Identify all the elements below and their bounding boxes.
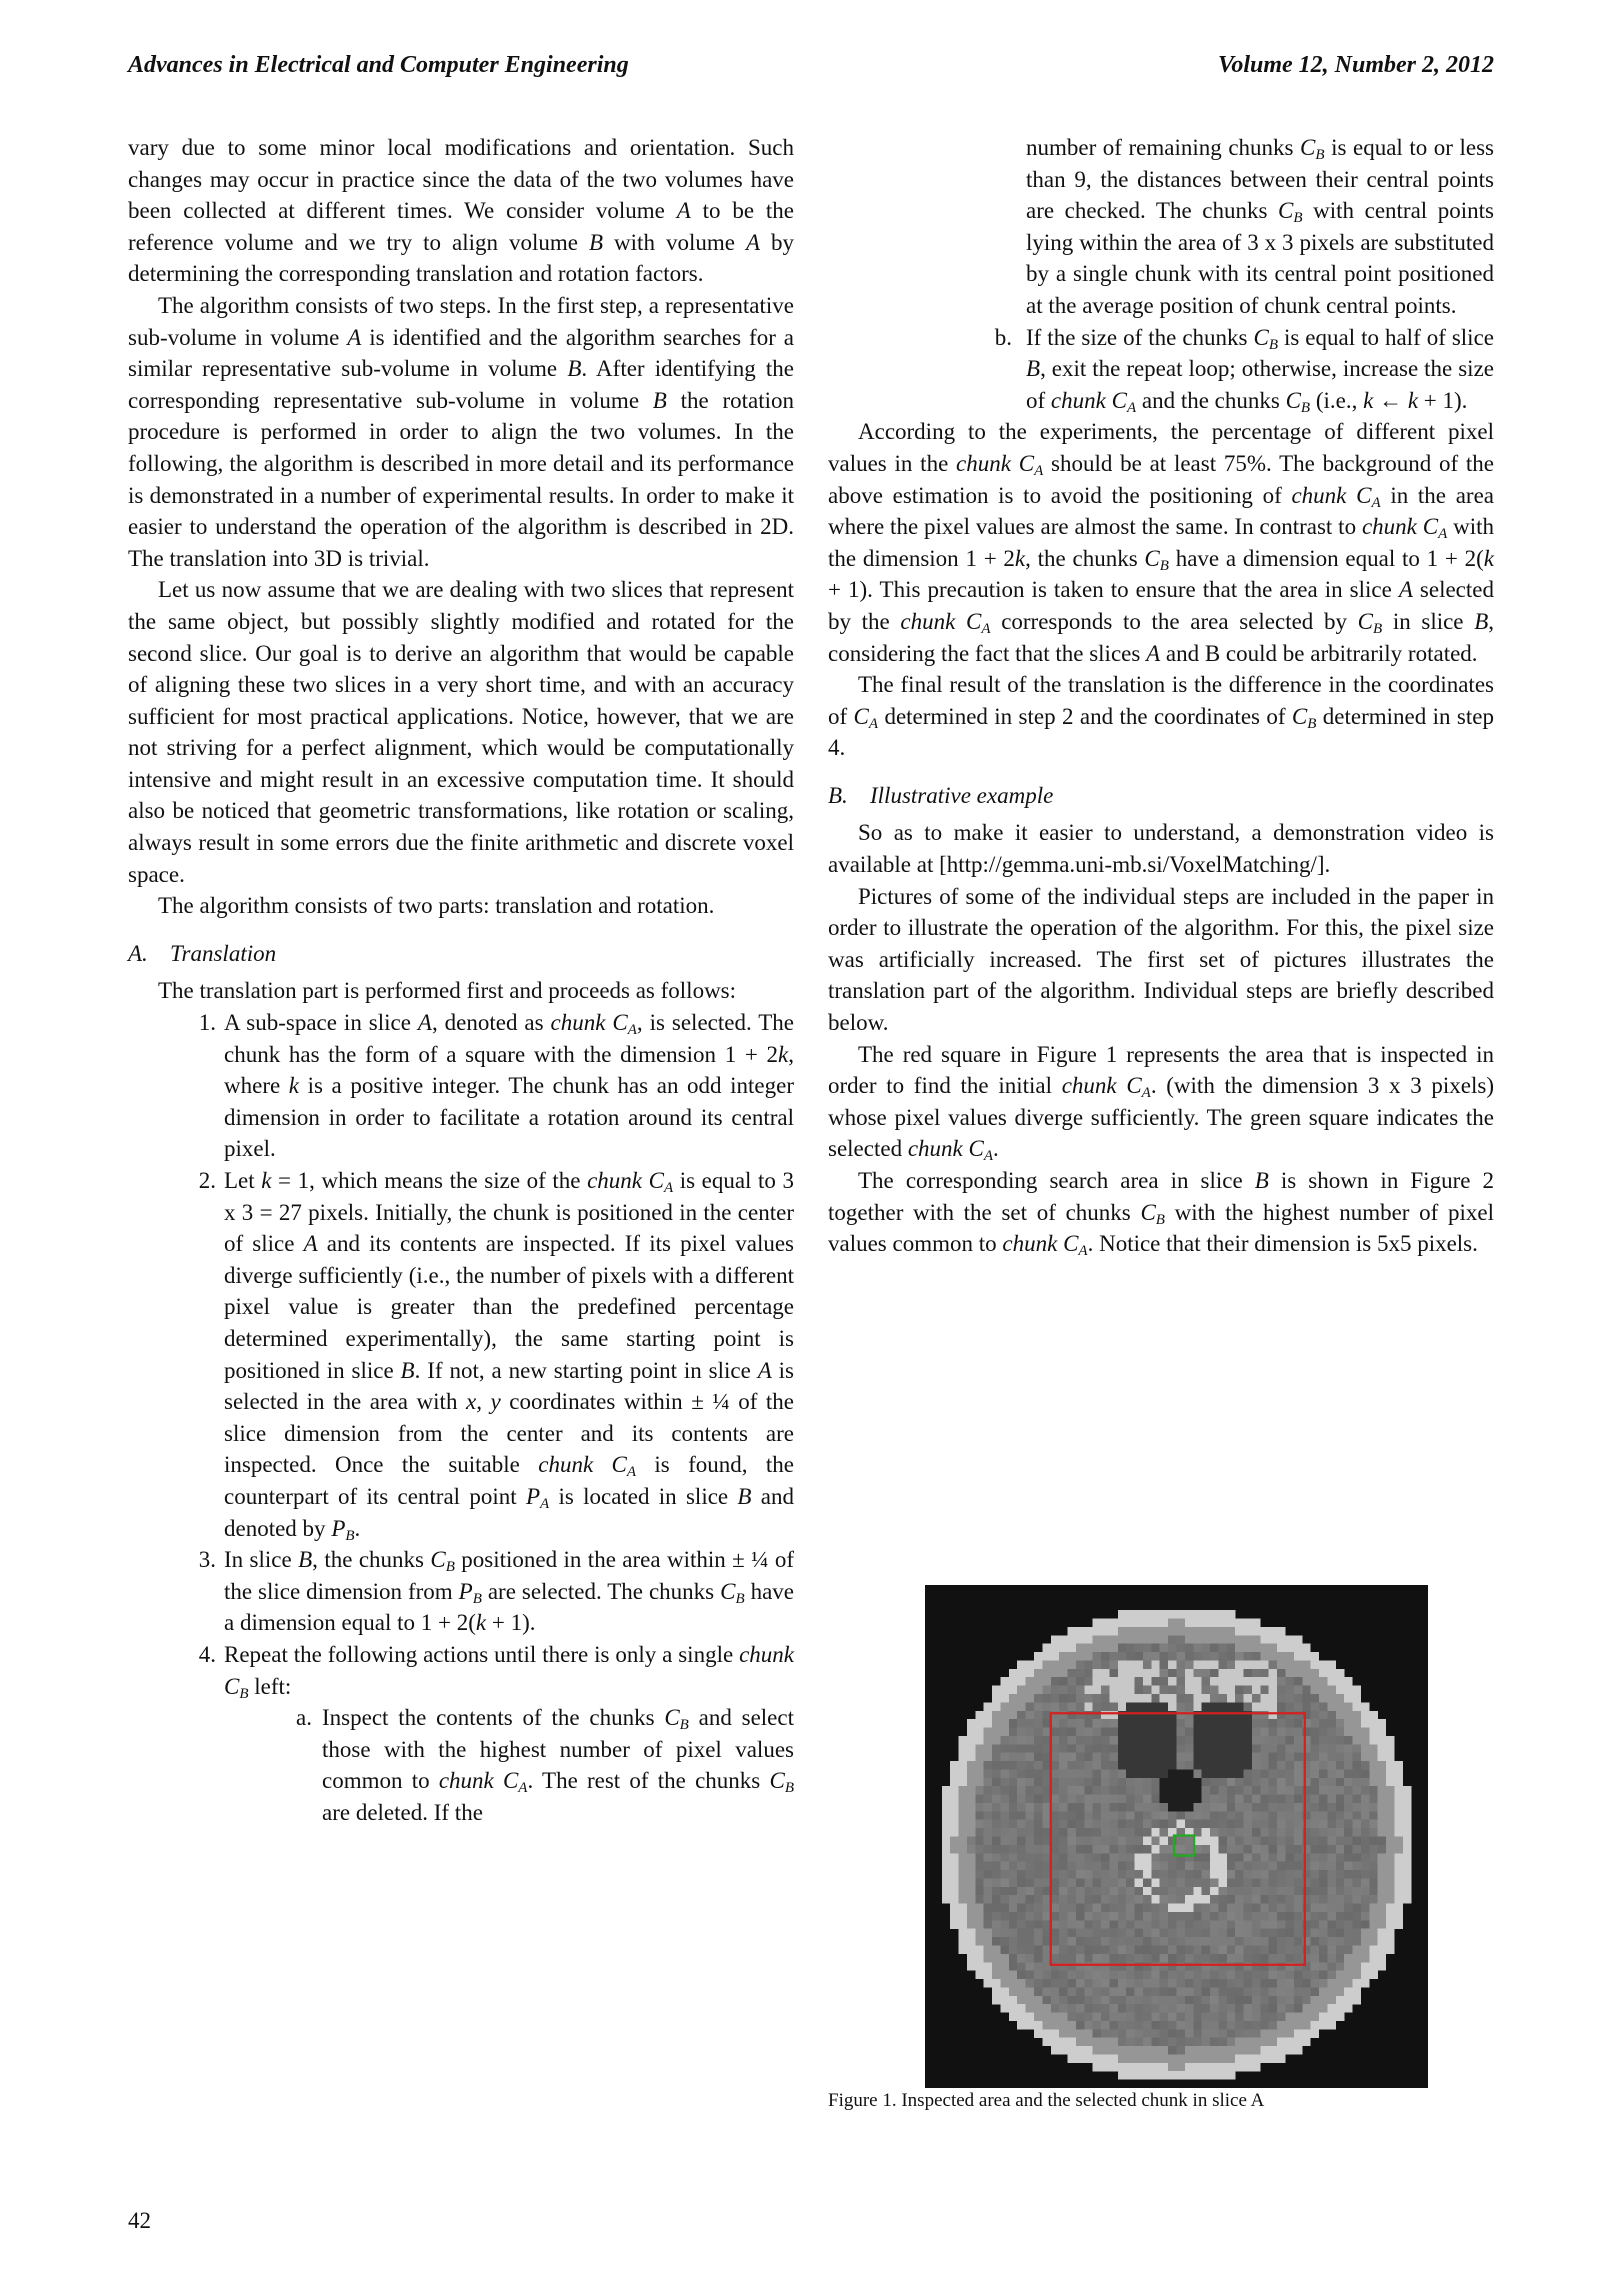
paragraph: The corresponding search area in slice B is shown in Figure 2 together with the set of chunks $C_B$ with the highest number of pixel values common to chunk $C_A$. Notice that their dimension is 5x5 pixels. <box>828 1168 1494 1260</box>
figure-ct-slice-a <box>925 1585 1428 2088</box>
right-column <box>828 132 1494 1260</box>
list-item-text: Let k = 1, which means the size of the chunk $C_A$ is equal to 3 x 3 = 27 pixels. Initially, the chunk is positioned in the center of slice A and its contents are inspected. If its pixel values diverge sufficiently (i.e., the number of pixels with a different pixel value is greater than the predefined percentage determined experimentally), the same starting point is positioned in slice B. If not, a new starting point in slice A is selected in the area with x, y coordinates within ± ¼ of the slice dimension from the center and its contents are inspected. Once the suitable chunk $C_A$ is found, the counterpart of its central point $P_A$ is located in slice B and denoted by $P_B$. <box>224 1168 795 1544</box>
ct-pixel-grid <box>942 1610 1412 2080</box>
paragraph: The algorithm consists of two steps. In the first step, a representative sub-volume in volume A is identified and the algorithm searches for a similar representative sub-volume in volume B. After identifying the corresponding representative sub-volume in volume B the rotation procedure is performed in order to align the two volumes. In the following, the algorithm is described in more detail and its performance is demonstrated in a number of experimental results. In order to make it easier to understand the operation of the algorithm is described in 2D. The translation into 3D is trivial. <box>128 292 794 571</box>
figure-caption: Figure 1. Inspected area and the selected chunk in slice A <box>828 2090 1265 2111</box>
sub-list-item <box>224 1702 794 1828</box>
paragraph: The final result of the translation is the difference in the coordinates of $C_A$ determined in step 2 and the coordinates of $C_B$ determined in step 4. <box>828 672 1494 761</box>
list-number: 2. <box>198 1168 216 1193</box>
section-number: A. <box>128 940 148 966</box>
list-item <box>128 1639 794 1829</box>
running-head-journal: Advances in Electrical and Computer Engineering <box>128 52 629 78</box>
paragraph: The translation part is performed first and proceeds as follows: <box>158 978 737 1004</box>
list-item <box>128 1165 794 1544</box>
list-item-text: A sub-space in slice A, denoted as chunk $C_A$, is selected. The chunk has the form of a square with the dimension 1 + 2k, where k is a positive integer. The chunk has an odd integer dimension in order to facilitate a rotation around its central pixel. <box>224 1010 795 1162</box>
paragraph: The red square in Figure 1 represents the area that is inspected in order to find the initial chunk $C_A$. (with the dimension 3 x 3 pixels) whose pixel values diverge sufficiently. The green square indicates the selected chunk $C_A$. <box>828 1041 1495 1165</box>
paragraph: Pictures of some of the individual steps are included in the paper in order to illustrate the operation of the algorithm. For this, the pixel size was artificially increased. The first set of pictures illustrates the translation part of the algorithm. Individual steps are briefly described below. <box>828 883 1494 1036</box>
paragraph: Let us now assume that we are dealing with two slices that represent the same object, but possibly slightly modified and rotated for the second slice. Our goal is to derive an algorithm that would be capable of aligning these two slices in a very short time, and with an accuracy sufficient for most practical applications. Notice, however, that we are not striving for a perfect alignment, which would be computationally intensive and might result in an excessive computation time. It should also be noticed that geometric transformations, like rotation or scaling, always result in some errors due the finite arithmetic and discrete voxel space. <box>128 577 794 887</box>
section-title: Illustrative example <box>870 782 1054 808</box>
running-head-volume: Volume 12, Number 2, 2012 <box>1217 52 1494 78</box>
section-number: B. <box>828 782 848 808</box>
section-heading-translation <box>128 938 794 970</box>
sub-list-item <box>828 322 1494 417</box>
paragraph: So as to make it easier to understand, a demonstration video is available at [http://gemma.uni-mb.si/VoxelMatching/]. <box>828 820 1494 878</box>
list-item-text: Inspect the contents of the chunks $C_B$ and select those with the highest number of pixel values common to chunk $C_A$. The rest of the chunks $C_B$ are deleted. If the <box>322 1705 794 1825</box>
list-letter: a. <box>296 1705 312 1731</box>
paragraph: According to the experiments, the percentage of different pixel values in the chunk $C_A$ should be at least 75%. The background of the above estimation is to avoid the positioning of chunk $C_A$ in the area where the pixel values are almost the same. In contrast to chunk $C_A$ with the dimension 1 + 2k, the chunks $C_B$ have a dimension equal to 1 + 2(k + 1). This precaution is taken to ensure that the area in slice A selected by the chunk $C_A$ corresponds to the area selected by $C_B$ in slice B, considering the fact that the slices A and B could be arbitrarily rotated. <box>828 419 1495 666</box>
list-number: 4. <box>198 1641 216 1667</box>
list-item <box>128 1544 794 1639</box>
sub-steps-list <box>224 1702 794 1828</box>
list-item-text: If the size of the chunks $C_B$ is equal to half of slice B, exit the repeat loop; otherwise, increase the size of chunk $C_A$ and the chunks $C_B$ (i.e., k ← k + 1). <box>1026 324 1494 416</box>
left-column <box>128 132 794 1828</box>
translation-steps-list <box>128 1007 794 1828</box>
paragraph: vary due to some minor local modifications and orientation. Such changes may occur in practice since the data of the two volumes have been collected at different times. We consider volume A to be the reference volume and we try to align volume B with volume A by determining the corresponding translation and rotation factors. <box>128 135 795 287</box>
list-item-text: number of remaining chunks $C_B$ is equal to or less than 9, the distances between their central points are checked. The chunks $C_B$ with central points lying within the area of 3 x 3 pixels are substituted by a single chunk with its central point positioned at the average position of chunk central points. <box>1026 135 1495 318</box>
list-number: 1. <box>198 1010 216 1036</box>
sub-steps-list-continued <box>828 132 1494 416</box>
list-item-text: In slice B, the chunks $C_B$ positioned in the area within ± ¼ of the slice dimension from $P_B$ are selected. The chunks $C_B$ have a dimension equal to 1 + 2(k + 1). <box>224 1547 794 1636</box>
page-number: 42 <box>128 2208 151 2233</box>
paragraph: The algorithm consists of two parts: translation and rotation. <box>158 893 715 919</box>
section-title: Translation <box>170 940 277 966</box>
list-number: 3. <box>198 1547 216 1573</box>
ct-slice-image <box>925 1585 1428 2088</box>
list-item <box>128 1007 794 1165</box>
sub-list-item <box>828 132 1494 322</box>
section-heading-illustrative-example <box>828 780 1494 812</box>
list-item-text: Repeat the following actions until there is only a single chunk $C_B$ left: <box>224 1641 794 1702</box>
list-letter: b. <box>994 324 1012 350</box>
